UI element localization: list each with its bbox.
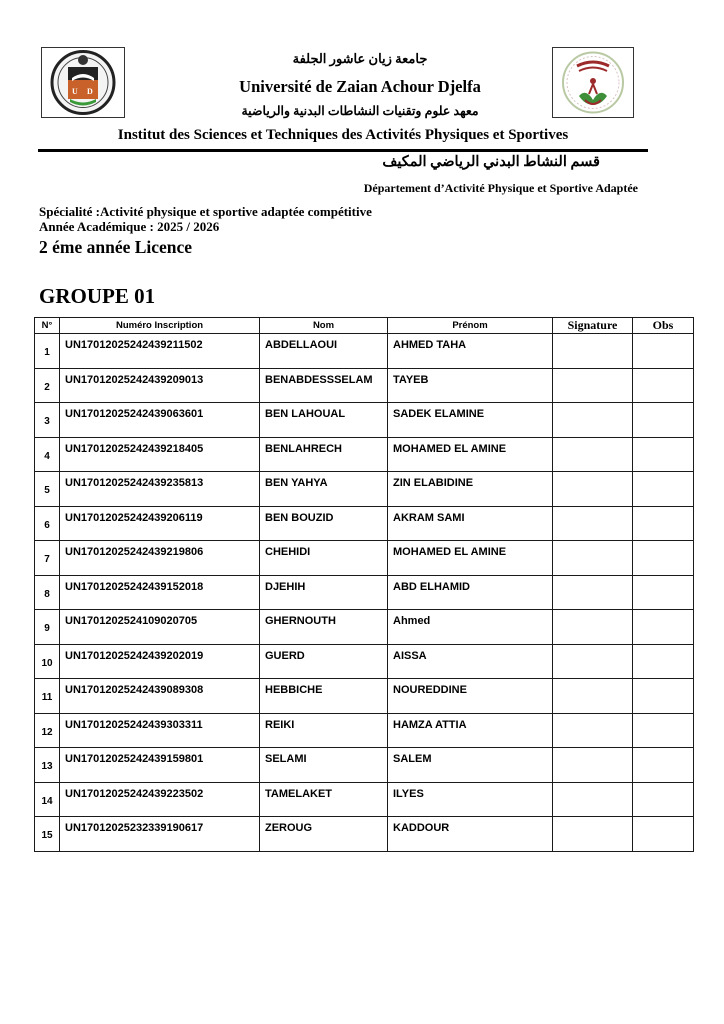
column-header-number: N° — [35, 318, 60, 334]
obs-cell — [633, 748, 694, 783]
last-name: BEN BOUZID — [260, 506, 388, 541]
last-name: BEN LAHOUAL — [260, 403, 388, 438]
column-header-prenom: Prénom — [388, 318, 553, 334]
first-name: SALEM — [388, 748, 553, 783]
signature-cell — [553, 334, 633, 369]
department-name-arabic: قسم النشاط البدني الرياضي المكيف — [382, 154, 600, 170]
obs-cell — [633, 713, 694, 748]
table-row — [35, 713, 694, 748]
last-name: ZEROUG — [260, 817, 388, 852]
row-number: 7 — [35, 541, 60, 576]
last-name: ABDELLAOUI — [260, 334, 388, 369]
inscription-number: UN1701202524109020705 — [60, 610, 260, 645]
row-number: 10 — [35, 644, 60, 679]
signature-cell — [553, 541, 633, 576]
table-row — [35, 782, 694, 817]
obs-cell — [633, 644, 694, 679]
svg-text:D: D — [87, 87, 93, 96]
table-row — [35, 817, 694, 852]
last-name: GUERD — [260, 644, 388, 679]
signature-cell — [553, 575, 633, 610]
inscription-number: UN17012025242439211502 — [60, 334, 260, 369]
table-row — [35, 610, 694, 645]
last-name: GHERNOUTH — [260, 610, 388, 645]
inscription-number: UN17012025242439152018 — [60, 575, 260, 610]
signature-cell — [553, 472, 633, 507]
inscription-number: UN17012025242439223502 — [60, 782, 260, 817]
row-number: 6 — [35, 506, 60, 541]
header-divider — [38, 149, 648, 152]
last-name: DJEHIH — [260, 575, 388, 610]
column-header-obs: Obs — [633, 318, 694, 334]
inscription-number: UN17012025242439159801 — [60, 748, 260, 783]
first-name: HAMZA ATTIA — [388, 713, 553, 748]
table-row — [35, 472, 694, 507]
column-header-inscription: Numéro Inscription — [60, 318, 260, 334]
signature-cell — [553, 713, 633, 748]
first-name: ABD ELHAMID — [388, 575, 553, 610]
specialty-label: Spécialité :Activité physique et sportive adaptée compétitive — [39, 204, 372, 219]
row-number: 2 — [35, 368, 60, 403]
first-name: ILYES — [388, 782, 553, 817]
obs-cell — [633, 782, 694, 817]
obs-cell — [633, 575, 694, 610]
table-row — [35, 334, 694, 369]
first-name: AHMED TAHA — [388, 334, 553, 369]
first-name: KADDOUR — [388, 817, 553, 852]
institute-emblem-icon — [553, 48, 633, 117]
university-seal-icon — [42, 48, 124, 117]
row-number: 12 — [35, 713, 60, 748]
university-name-french: Université de Zaian Achour Djelfa — [239, 77, 481, 96]
first-name: NOUREDDINE — [388, 679, 553, 714]
signature-cell — [553, 437, 633, 472]
first-name: MOHAMED EL AMINE — [388, 437, 553, 472]
svg-text:U: U — [72, 87, 78, 96]
signature-cell — [553, 679, 633, 714]
signature-cell — [553, 506, 633, 541]
table-row — [35, 679, 694, 714]
signature-cell — [553, 644, 633, 679]
table-row — [35, 644, 694, 679]
first-name: AISSA — [388, 644, 553, 679]
row-number: 3 — [35, 403, 60, 438]
row-number: 9 — [35, 610, 60, 645]
first-name: TAYEB — [388, 368, 553, 403]
inscription-number: UN17012025242439089308 — [60, 679, 260, 714]
institute-name-arabic: معهد علوم وتقنيات النشاطات البدنية والرياضية — [241, 104, 479, 118]
signature-cell — [553, 368, 633, 403]
academic-year-label: Année Académique : 2025 / 2026 — [39, 219, 220, 234]
last-name: HEBBICHE — [260, 679, 388, 714]
table-row — [35, 748, 694, 783]
inscription-number: UN17012025242439063601 — [60, 403, 260, 438]
obs-cell — [633, 437, 694, 472]
obs-cell — [633, 403, 694, 438]
first-name: Ahmed — [388, 610, 553, 645]
inscription-number: UN17012025242439206119 — [60, 506, 260, 541]
signature-cell — [553, 748, 633, 783]
last-name: TAMELAKET — [260, 782, 388, 817]
row-number: 15 — [35, 817, 60, 852]
inscription-number: UN17012025242439209013 — [60, 368, 260, 403]
row-number: 5 — [35, 472, 60, 507]
department-name-french: Département d’Activité Physique et Sportive Adaptée — [363, 181, 638, 195]
obs-cell — [633, 506, 694, 541]
row-number: 14 — [35, 782, 60, 817]
obs-cell — [633, 368, 694, 403]
obs-cell — [633, 679, 694, 714]
inscription-number: UN17012025242439202019 — [60, 644, 260, 679]
obs-cell — [633, 541, 694, 576]
table-header-row — [35, 318, 694, 334]
row-number: 13 — [35, 748, 60, 783]
institute-logo — [552, 47, 634, 118]
column-header-nom: Nom — [260, 318, 388, 334]
inscription-number: UN17012025242439235813 — [60, 472, 260, 507]
study-level-label: 2 éme année Licence — [39, 237, 193, 257]
student-roster-table — [34, 317, 694, 852]
column-header-signature: Signature — [553, 318, 633, 334]
inscription-number: UN17012025242439219806 — [60, 541, 260, 576]
institute-name-french: Institut des Sciences et Techniques des Activités Physiques et Sportives — [117, 127, 569, 143]
last-name: BENABDESSSELAM — [260, 368, 388, 403]
signature-cell — [553, 817, 633, 852]
obs-cell — [633, 472, 694, 507]
row-number: 1 — [35, 334, 60, 369]
first-name: AKRAM SAMI — [388, 506, 553, 541]
obs-cell — [633, 334, 694, 369]
table-row — [35, 506, 694, 541]
signature-cell — [553, 782, 633, 817]
row-number: 11 — [35, 679, 60, 714]
table-row — [35, 541, 694, 576]
first-name: SADEK ELAMINE — [388, 403, 553, 438]
obs-cell — [633, 817, 694, 852]
row-number: 8 — [35, 575, 60, 610]
last-name: CHEHIDI — [260, 541, 388, 576]
last-name: BEN YAHYA — [260, 472, 388, 507]
signature-cell — [553, 610, 633, 645]
table-row — [35, 368, 694, 403]
last-name: BENLAHRECH — [260, 437, 388, 472]
inscription-number: UN17012025242439303311 — [60, 713, 260, 748]
table-row — [35, 575, 694, 610]
first-name: ZIN ELABIDINE — [388, 472, 553, 507]
university-logo — [41, 47, 125, 118]
first-name: MOHAMED EL AMINE — [388, 541, 553, 576]
signature-cell — [553, 403, 633, 438]
table-row — [35, 437, 694, 472]
last-name: SELAMI — [260, 748, 388, 783]
inscription-number: UN17012025232339190617 — [60, 817, 260, 852]
row-number: 4 — [35, 437, 60, 472]
university-name-arabic: جامعة زيان عاشور الجلفة — [292, 51, 428, 66]
table-row — [35, 403, 694, 438]
inscription-number: UN17012025242439218405 — [60, 437, 260, 472]
obs-cell — [633, 610, 694, 645]
group-title: GROUPE 01 — [39, 284, 156, 308]
last-name: REIKI — [260, 713, 388, 748]
